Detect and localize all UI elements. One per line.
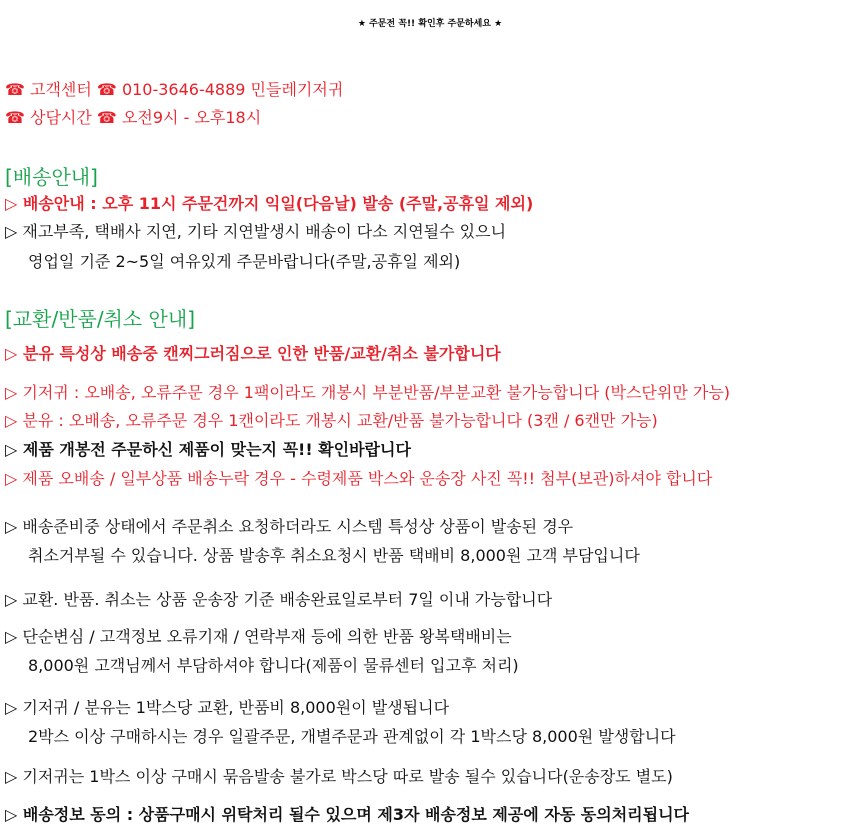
contact-hours: ☎ 상담시간 ☎ 오전9시 - 오후18시 (5, 108, 262, 127)
returns-line-2: ▷ 기저귀 : 오배송, 오류주문 경우 1팩이라도 개봉시 부분반품/부분교환 불가능합니다 (박스단위만 가능) (5, 383, 731, 402)
returns-line-14: ▷ 배송정보 동의 : 상품구매시 위탁처리 될수 있으며 제3자 배송정보 제공에 자동 동의처리됩니다 (5, 805, 690, 824)
returns-line-11: ▷ 기저귀 / 분유는 1박스당 교환, 반품비 8,000원이 발생됩니다 (5, 698, 450, 717)
returns-line-10: 8,000원 고객님께서 부담하셔야 합니다(제품이 물류센터 입고후 처리) (28, 656, 519, 675)
returns-line-6: ▷ 배송준비중 상태에서 주문취소 요청하더라도 시스템 특성상 상품이 발송된 경우 (5, 517, 574, 536)
returns-line-13: ▷ 기저귀는 1박스 이상 구매시 묶음발송 불가로 박스당 따로 발송 될수 있습니다(운송장도 별도) (5, 767, 673, 786)
shipping-line-1: ▷ 배송안내 : 오후 11시 주문건까지 익일(다음날) 발송 (주말,공휴일 제외) (5, 194, 534, 213)
returns-line-12: 2박스 이상 구매하시는 경우 일괄주문, 개별주문과 관계없이 각 1박스당 8,000원 발생합니다 (28, 727, 676, 746)
returns-line-8: ▷ 교환. 반품. 취소는 상품 운송장 기준 배송완료일로부터 7일 이내 가능합니다 (5, 590, 553, 609)
returns-line-9: ▷ 단순변심 / 고객정보 오류기재 / 연락부재 등에 의한 반품 왕복택배비는 (5, 627, 512, 646)
returns-heading: [교환/반품/취소 안내] (5, 307, 195, 331)
returns-line-3: ▷ 분유 : 오배송, 오류주문 경우 1캔이라도 개봉시 교환/반품 불가능합니다 (3캔 / 6캔만 가능) (5, 411, 658, 430)
returns-line-7: 취소거부될 수 있습니다. 상품 발송후 취소요청시 반품 택배비 8,000원 고객 부담입니다 (28, 546, 640, 565)
returns-line-4: ▷ 제품 개봉전 주문하신 제품이 맞는지 꼭!! 확인바랍니다 (5, 440, 411, 459)
shipping-heading: [배송안내] (5, 165, 98, 189)
shipping-line-2: ▷ 재고부족, 택배사 지연, 기타 지연발생시 배송이 다소 지연될수 있으니 (5, 222, 507, 241)
contact-phone: ☎ 고객센터 ☎ 010-3646-4889 민들레기저귀 (5, 80, 344, 99)
page-title: ★ 주문전 꼭!! 확인후 주문하세요 ★ (357, 19, 503, 29)
returns-line-1: ▷ 분유 특성상 배송중 캔찌그러짐으로 인한 반품/교환/취소 불가합니다 (5, 344, 501, 363)
returns-line-5: ▷ 제품 오배송 / 일부상품 배송누락 경우 - 수령제품 박스와 운송장 사진 꼭!! 첨부(보관)하셔야 합니다 (5, 469, 713, 488)
shipping-line-3: 영업일 기준 2~5일 여유있게 주문바랍니다(주말,공휴일 제외) (28, 252, 461, 271)
